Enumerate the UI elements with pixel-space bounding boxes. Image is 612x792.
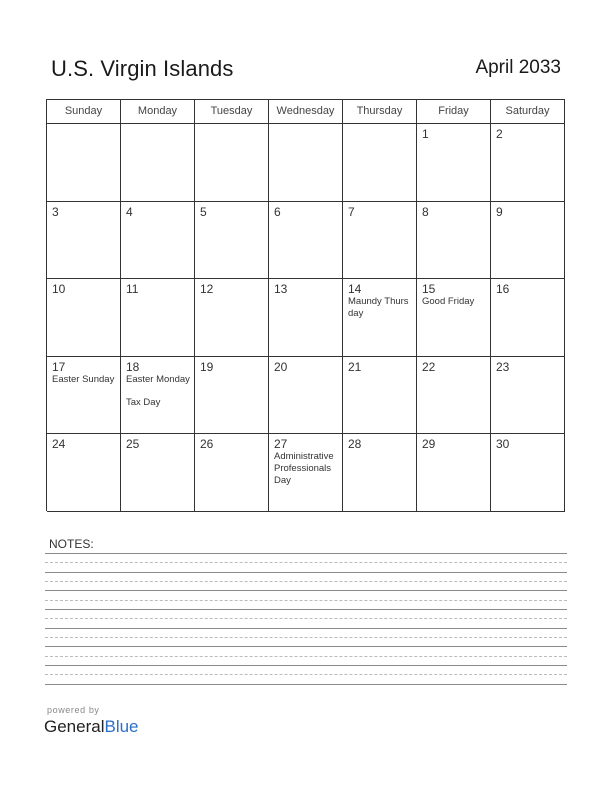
day-cell [47,202,121,280]
holiday-good-friday: Good Friday [422,296,475,308]
day-number: 25 [126,437,140,452]
notes-line-dashed [45,674,567,675]
notes-line [45,665,567,666]
notes-line [45,628,567,629]
day-cell [343,279,417,357]
calendar-title: U.S. Virgin Islands [51,56,234,81]
notes-line [45,572,567,573]
day-cell [195,202,269,280]
holiday-tax-day: Tax Day [126,396,161,408]
calendar-grid [46,99,565,511]
day-cell [491,202,565,280]
day-number: 3 [52,204,59,219]
notes-line [45,646,567,647]
logo-general-text: General [44,717,105,736]
day-number: 28 [348,437,362,452]
notes-line-dashed [45,656,567,657]
notes-line-dashed [45,581,567,582]
week-row [47,434,565,512]
week-row [47,279,565,357]
day-number: 5 [200,204,207,219]
day-cell [343,434,417,512]
weekday-thursday: Thursday [343,100,417,124]
day-cell [417,357,491,435]
week-row [47,124,565,202]
day-cell [269,124,343,202]
day-number: 27 [274,437,288,452]
day-cell [269,279,343,357]
notes-line [45,684,567,685]
day-number: 10 [52,282,66,297]
day-cell [417,124,491,202]
notes-line [45,609,567,610]
day-cell [343,124,417,202]
day-cell [121,202,195,280]
notes-line-dashed [45,562,567,563]
powered-by-text: powered by [47,705,100,715]
day-cell [195,357,269,435]
weekday-friday: Friday [417,100,491,124]
day-cell [47,124,121,202]
day-number: 22 [422,359,436,374]
day-number: 20 [274,359,288,374]
notes-line-dashed [45,600,567,601]
holiday-maundy-thursday: Maundy Thursday [348,296,409,320]
weekday-monday: Monday [121,100,195,124]
day-number: 6 [274,204,281,219]
weekday-tuesday: Tuesday [195,100,269,124]
day-cell [47,357,121,435]
generalblue-logo[interactable] [44,717,139,737]
day-number: 1 [422,127,429,141]
day-number: 16 [496,282,510,297]
day-cell [417,202,491,280]
day-cell [121,124,195,202]
day-number: 15 [422,282,436,297]
notes-line [45,590,567,591]
weekday-saturday: Saturday [491,100,565,124]
day-number: 4 [126,204,133,219]
day-cell [195,279,269,357]
notes-line [45,553,567,554]
day-number: 21 [348,359,362,374]
holiday-easter-sunday: Easter Sunday [52,373,115,385]
day-number: 11 [126,282,139,297]
day-cell [47,279,121,357]
day-cell [491,279,565,357]
weekday-sunday: Sunday [47,100,121,124]
day-number: 8 [422,204,429,219]
calendar-month: April 2033 [475,57,561,78]
day-cell [417,434,491,512]
day-cell [121,434,195,512]
notes-line-dashed [45,618,567,619]
week-row [47,357,565,435]
day-cell [195,434,269,512]
day-number: 2 [496,127,503,141]
day-number: 14 [348,282,362,297]
day-cell [269,434,343,512]
day-number: 24 [52,437,66,452]
holiday-easter-monday: Easter Monday [126,373,190,385]
day-number: 29 [422,437,436,452]
day-cell [417,279,491,357]
notes-label: NOTES: [49,537,94,551]
day-number: 12 [200,282,214,297]
weekday-wednesday: Wednesday [269,100,343,124]
holiday-administrative-professionals-day: Administrative Professionals Day [274,451,334,487]
day-number: 7 [348,204,355,219]
weekday-header-row [47,100,565,124]
day-cell [121,357,195,435]
week-row [47,202,565,280]
day-number: 13 [274,282,288,297]
day-number: 18 [126,359,140,374]
day-cell [343,357,417,435]
day-number: 26 [200,437,214,452]
day-number: 17 [52,359,66,374]
day-cell [491,124,565,202]
day-number: 19 [200,359,214,374]
day-cell [491,357,565,435]
day-cell [343,202,417,280]
day-cell [491,434,565,512]
day-number: 9 [496,204,503,219]
day-cell [121,279,195,357]
day-cell [195,124,269,202]
day-cell [269,357,343,435]
day-cell [47,434,121,512]
day-number: 23 [496,359,510,374]
logo-blue-text: Blue [104,717,139,736]
day-cell [269,202,343,280]
notes-line-dashed [45,637,567,638]
day-number: 30 [496,437,510,452]
